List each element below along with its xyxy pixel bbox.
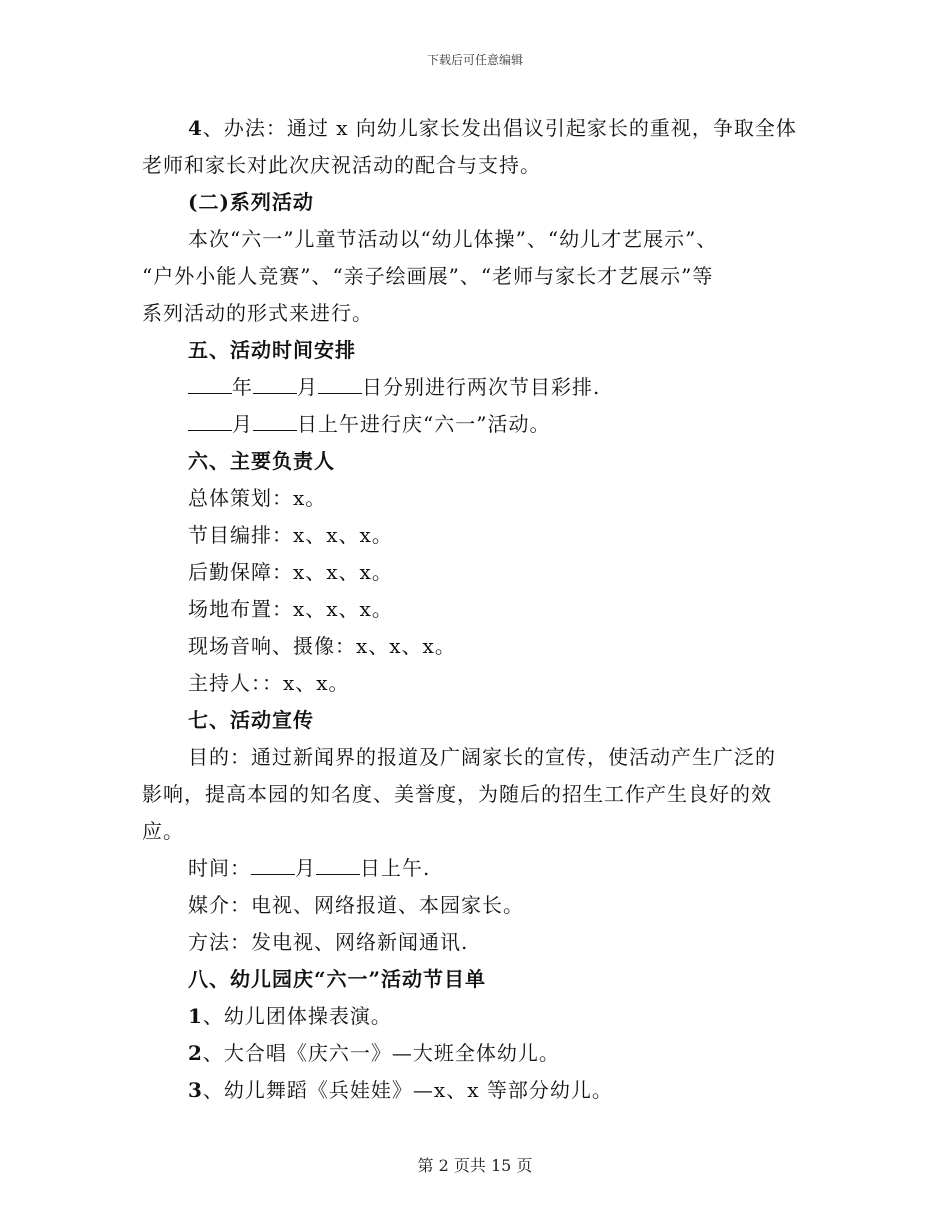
responsible-item: 总体策划：x。 — [188, 486, 327, 510]
month-label: 月 — [232, 412, 253, 436]
document-body — [142, 110, 808, 1109]
publicity-purpose-line3: 应。 — [142, 819, 184, 843]
celebration-text: 日上午进行庆“六一”活动。 — [297, 412, 551, 436]
time-label: 时间： — [188, 856, 251, 880]
month-label: 月 — [295, 856, 316, 880]
series-activity-line1: 本次“六一”儿童节活动以“幼儿体操”、“幼儿才艺展示”、 — [188, 227, 718, 251]
day-blank — [316, 852, 360, 875]
publicity-purpose-line2: 影响，提高本园的知名度、美誉度，为随后的招生工作产生良好的效 — [142, 782, 772, 806]
schedule-line1 — [142, 369, 808, 406]
responsible-item: 主持人：：x、x。 — [188, 671, 350, 695]
publicity-purpose-line1: 目的：通过新闻界的报道及广阔家长的宣传，使活动产生广泛的 — [188, 745, 776, 769]
page-header: 下载后可任意编辑 — [426, 53, 523, 67]
time-rest: 日上午. — [360, 856, 431, 880]
section4-line1 — [142, 110, 808, 147]
series-activity-heading: (二)系列活动 — [188, 190, 314, 214]
publicity-media: 媒介：电视、网络报道、本园家长。 — [188, 893, 524, 917]
schedule-line2 — [142, 406, 808, 443]
schedule-heading: 五、活动时间安排 — [188, 338, 356, 362]
page-footer: 第 2 页共 15 页 — [417, 1156, 533, 1175]
program-item — [142, 998, 808, 1035]
rehearsal-text: 日分别进行两次节目彩排. — [362, 375, 601, 399]
section4-text: 、办法：通过 x 向幼儿家长发出倡议引起家长的重视，争取全体 — [202, 116, 797, 140]
day-blank — [253, 408, 297, 431]
program-item-text: 、幼儿舞蹈《兵娃娃》—x、x 等部分幼儿。 — [202, 1078, 613, 1102]
month-label: 月 — [297, 375, 318, 399]
program-item-number: 1 — [188, 1004, 203, 1028]
series-activity-line3: 系列活动的形式来进行。 — [142, 301, 373, 325]
responsible-heading: 六、主要负责人 — [188, 449, 335, 473]
responsible-item: 节目编排：x、x、x。 — [188, 523, 393, 547]
responsible-item: 后勤保障：x、x、x。 — [188, 560, 393, 584]
section4-line2: 老师和家长对此次庆祝活动的配合与支持。 — [142, 153, 541, 177]
section4-number: 4 — [188, 116, 203, 140]
year-blank — [188, 371, 232, 394]
month-blank — [188, 408, 232, 431]
program-item-text: 、大合唱《庆六一》—大班全体幼儿。 — [202, 1041, 560, 1065]
publicity-method: 方法：发电视、网络新闻通讯. — [188, 930, 469, 954]
month-blank — [251, 852, 295, 875]
year-label: 年 — [232, 375, 253, 399]
responsible-item: 场地布置：x、x、x。 — [188, 597, 393, 621]
program-item-text: 、幼儿团体操表演。 — [202, 1004, 392, 1028]
month-blank — [253, 371, 297, 394]
day-blank — [318, 371, 362, 394]
publicity-heading: 七、活动宣传 — [188, 708, 314, 732]
series-activity-line2: “户外小能人竞赛”、“亲子绘画展”、“老师与家长才艺展示”等 — [142, 264, 714, 288]
program-item — [142, 1035, 808, 1072]
responsible-item: 现场音响、摄像：x、x、x。 — [188, 634, 456, 658]
program-item-number: 2 — [188, 1041, 203, 1065]
program-item-number: 3 — [188, 1078, 203, 1102]
program-item — [142, 1072, 808, 1109]
program-heading: 八、幼儿园庆“六一”活动节目单 — [188, 967, 487, 991]
publicity-time — [142, 850, 808, 887]
